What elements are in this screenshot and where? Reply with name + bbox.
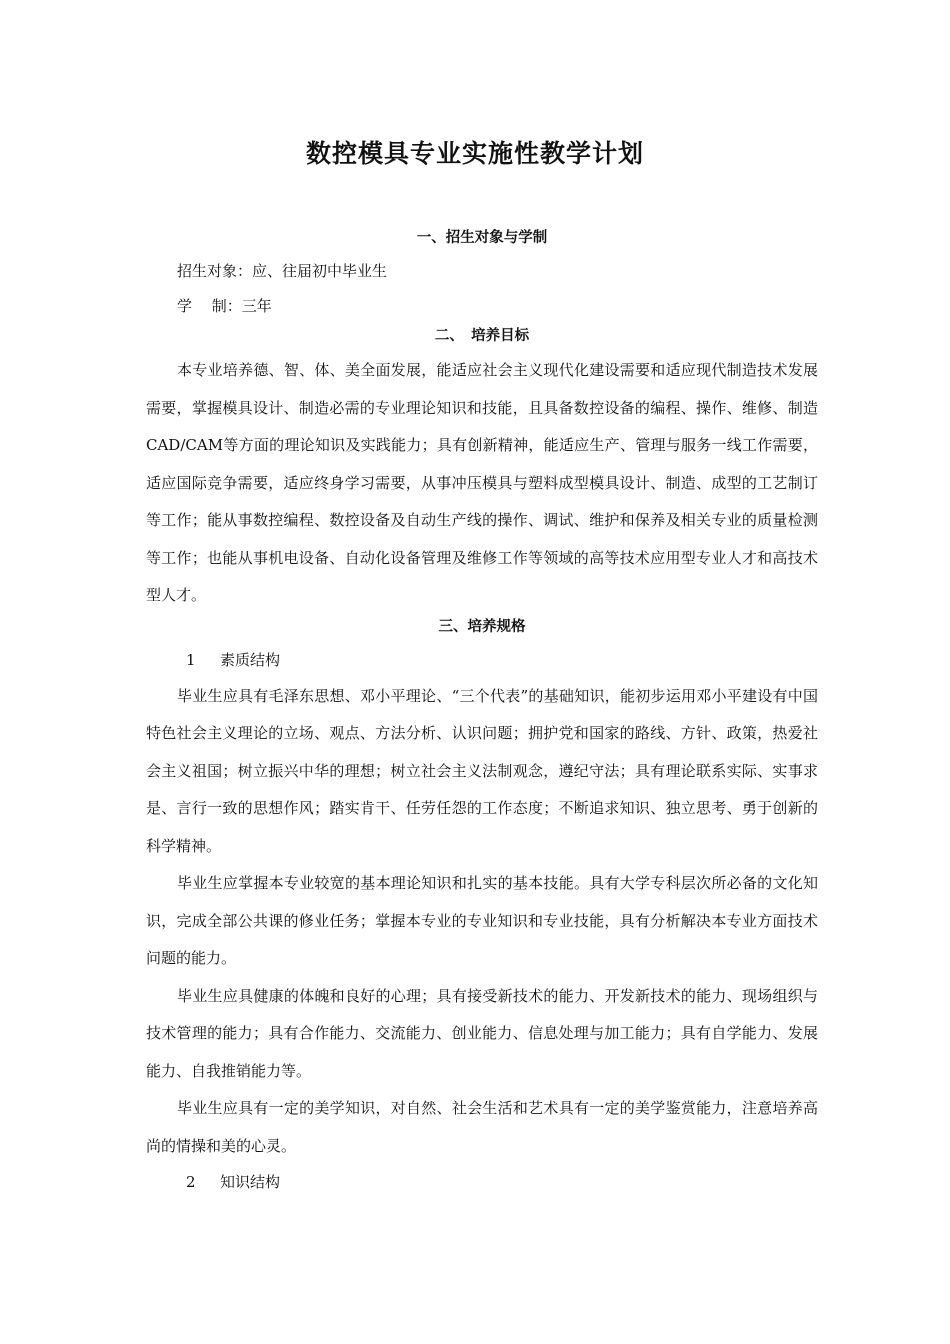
subsection-label: 素质结构 — [220, 650, 281, 669]
subsection-label: 知识结构 — [220, 1173, 281, 1191]
enrollment-target: 招生对象：应、往届初中毕业生 — [177, 262, 388, 280]
objectives-paragraph: 本专业培养德、智、体、美全面发展，能适应社会主义现代化建设需要和适应现代制造技术发展需要，掌握模具设计、制造必需的专业理论知识和技能，且具备数控设备的编程、操作、维修、制造CAD/CAM等方面的理论知识及实践能力；具有创新精神，能适应生产、管理与服务一线工作需要，适应国际竞争需要，适应终身学习需要，从事冲压模具与塑料成型模具设计、制造、成型的工艺制订等工作；能从事数控编程、数控设备及自动生产线的操作、调试、维护和保养及相关专业的质量检测等工作；也能从事机电设备、自动化设备管理及维修工作等领域的高等技术应用型专业人才和高技术型人才。 — [146, 361, 818, 604]
subsection-quality-structure — [146, 643, 818, 678]
subsection-number: 1 — [186, 650, 196, 669]
section-heading-enrollment: 一、招生对象与学制 — [416, 230, 548, 246]
subsection-knowledge-structure — [146, 1165, 818, 1200]
specification-paragraph: 毕业生应具有一定的美学知识，对自然、社会生活和艺术具有一定的美学鉴赏能力，注意培养高尚的情操和美的心灵。 — [146, 1099, 818, 1155]
document-title: 数控模具专业实施性教学计划 — [305, 139, 644, 168]
section-heading-objectives: 二、 培养目标 — [434, 328, 530, 344]
specification-paragraph: 毕业生应掌握本专业较宽的基本理论知识和扎实的基本技能。具有大学专科层次所必备的文化知识，完成全部公共课的修业任务；掌握本专业的专业知识和专业技能，具有分析解决本专业方面技术问题的能力。 — [146, 874, 818, 967]
document-body — [146, 226, 818, 1200]
subsection-number: 2 — [186, 1173, 196, 1191]
section-heading-specifications: 三、培养规格 — [438, 618, 526, 635]
specification-paragraph: 毕业生应具健康的体魄和良好的心理；具有接受新技术的能力、开发新技术的能力、现场组织与技术管理的能力；具有合作能力、交流能力、创业能力、信息处理与加工能力；具有自学能力、发展能力、自我推销能力等。 — [146, 986, 818, 1080]
program-duration: 学 制：三年 — [177, 297, 272, 315]
specification-paragraph: 毕业生应具有毛泽东思想、邓小平理论、“三个代表”的基础知识，能初步运用邓小平建设有中国特色社会主义理论的立场、观点、方法分析、认识问题；拥护党和国家的路线、方针、政策，热爱社会主义祖国；树立振兴中华的理想；树立社会主义法制观念，遵纪守法；具有理论联系实际、实事求是、言行一致的思想作风；踏实肯干、任劳任怨的工作态度；不断追求知识、独立思考、勇于创新的科学精神。 — [146, 686, 818, 855]
